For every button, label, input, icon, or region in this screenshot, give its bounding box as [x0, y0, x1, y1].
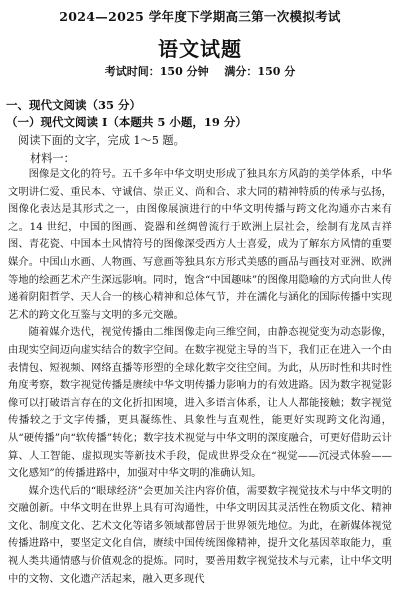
section-heading: 一、现代文阅读（35 分） — [6, 98, 142, 112]
reading-instruction: 阅读下面的文字，完成 1～5 题。 — [18, 134, 185, 147]
passage-paragraph-3: 媒介迭代后的“眼球经济”会更加关注内容价值，需要数字视觉技术与中华文明的交融创新。中华文明在世界上具有可沟通性，中华文明因其灵活性在物质文化、精神文化、制度文化、艺术文化等诸多领域都曾居于世界领先地位。为此，在新媒体视觉传播进路中，要坚定文化自信，赓续中国传统图像精神，提升文化基因萃取能力，重视人类共通情感与价值观念的提炼。同时，要善用数字视觉技术与元素，让中华文明中的文物、文化遗产活起来，融入更多现代 — [8, 484, 392, 585]
passage-paragraph-2: 随着媒介迭代，视觉传播由二维图像走向三维空间，由静态视觉变为动态影像，由现实空间迈向虚实结合的数字空间。在数字视觉主导的当下，我们正在进入一个由表情包、短视频、网络直播等形塑的全球化数字交往空间。为此，从历时性和共时性角度考察，数字视觉传播是赓续中华文明传播力影响力的有效进路。因为数字视觉影像可以打破语言存在的文化折扣困境，进入多语言体系，让人人都能接触；数字视觉传播较之于文字传播，更具凝练性、具象性与直观性，能更好实现跨文化沟通，从“硬传播”向“软传播”转化；数字技术视觉与中华文明的深度融合，可更好借助云计算、人工智能、虚拟现实等新技术手段，促成世界受众在“视觉——沉浸式体验——文化感知”的传播进路中，加强对中华文明的准确认知。 — [8, 326, 392, 480]
exam-title: 2024—2025 学年度下学期高三第一次模拟考试 — [59, 9, 341, 24]
exam-meta — [0, 63, 400, 79]
subject-title: 语文试题 — [158, 37, 242, 61]
subsection-heading: （一）现代文阅读 I（本题共 5 小题，19 分） — [6, 115, 247, 129]
material-label: 材料一： — [30, 152, 75, 165]
reading-passage — [8, 166, 392, 588]
exam-time: 考试时间：150 分钟 — [104, 65, 209, 78]
passage-paragraph-1: 图像是文化的符号。五千多年中华文明史形成了独具东方风韵的美学体系，中华文明讲仁爱、重民本、守诚信、崇正义、尚和合、求大同的精神特质的传承与弘扬，图像化表达是其形式之一，由图像展演进行的中华文明传播与跨文化沟通亦古来有之。14 世纪，中国的图画、瓷器和丝绸曾流行于欧洲上层社会，绘制有龙凤吉祥图、青花瓷、中国本土风情符号的图像深受西方人士喜爱，成为了解东方风情的重要媒介。中国山水画、人物画、写意画等独具东方形式美感的画品与画技对亚洲、欧洲等地的绘画艺术产生深远影响。同时，饱含“中国趣味”的图像用隐喻的方式向世人传递着阴阳哲学、天人合一的核心精神和总体气节，并在濡化与涵化的国际传播中实现艺术的跨文化互鉴与文明的多元交融。 — [8, 168, 392, 321]
exam-score: 满分：150 分 — [224, 65, 296, 78]
